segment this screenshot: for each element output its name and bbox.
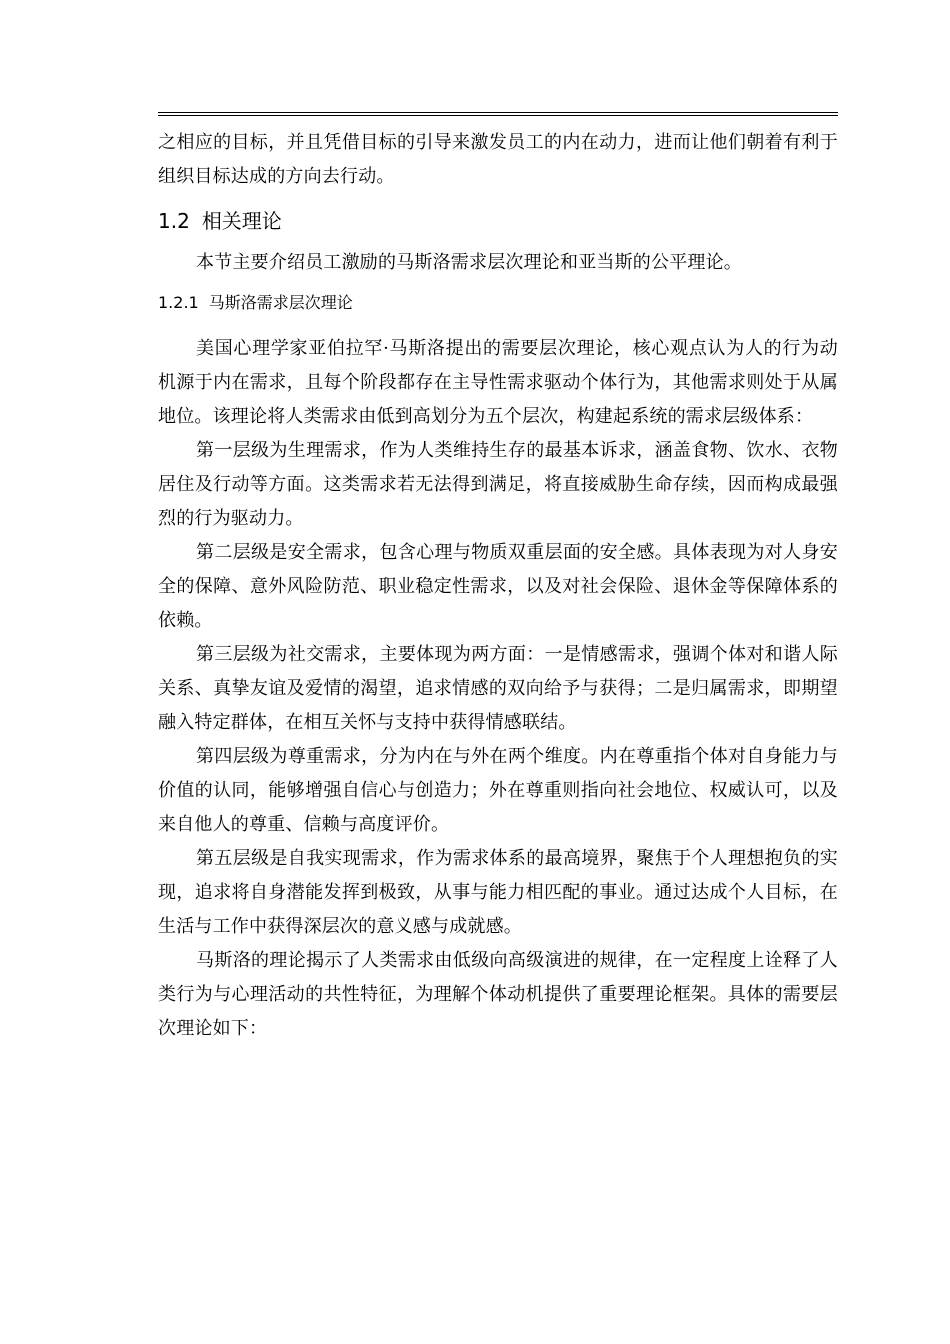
section-intro: 本节主要介绍员工激励的马斯洛需求层次理论和亚当斯的公平理论。 [196,252,742,273]
continuation-paragraph: 之相应的目标，并且凭借目标的引导来激发员工的内在动力，进而让他们朝着有利于组织目标达成的方向去行动。 [158,132,838,187]
subsection-title: 马斯洛需求层次理论 [208,293,353,312]
section-number: 1.2 [158,209,190,233]
header-rule [158,112,838,116]
body-paragraph: 第四层级为尊重需求，分为内在与外在两个维度。内在尊重指个体对自身能力与价值的认同，能够增强自信心与创造力；外在尊重则指向社会地位、权威认可，以及来自他人的尊重、信赖与高度评价。 [158,746,838,835]
body-paragraph: 第五层级是自我实现需求，作为需求体系的最高境界，聚焦于个人理想抱负的实现，追求将自身潜能发挥到极致，从事与能力相匹配的事业。通过达成个人目标，在生活与工作中获得深层次的意义感与成就感。 [158,848,838,937]
subsection-number: 1.2.1 [158,293,199,312]
body-paragraph: 马斯洛的理论揭示了人类需求由低级向高级演进的规律，在一定程度上诠释了人类行为与心理活动的共性特征，为理解个体动机提供了重要理论框架。具体的需要层次理论如下： [158,950,838,1039]
section-title: 相关理论 [201,209,282,233]
subsection-heading [158,286,838,320]
page-content [158,126,838,1046]
body-paragraph: 第二层级是安全需求，包含心理与物质双重层面的安全感。具体表现为对人身安全的保障、意外风险防范、职业稳定性需求，以及对社会保险、退休金等保障体系的依赖。 [158,542,838,631]
body-paragraph: 美国心理学家亚伯拉罕·马斯洛提出的需要层次理论，核心观点认为人的行为动机源于内在需求，且每个阶段都存在主导性需求驱动个体行为，其他需求则处于从属地位。该理论将人类需求由低到高划分为五个层次，构建起系统的需求层级体系： [158,338,838,427]
body-paragraph: 第一层级为生理需求，作为人类维持生存的最基本诉求，涵盖食物、饮水、衣物居住及行动等方面。这类需求若无法得到满足，将直接威胁生命存续，因而构成最强烈的行为驱动力。 [158,440,838,529]
body-paragraph: 第三层级为社交需求，主要体现为两方面：一是情感需求，强调个体对和谐人际关系、真挚友谊及爱情的渴望，追求情感的双向给予与获得；二是归属需求，即期望融入特定群体，在相互关怀与支持中获得情感联结。 [158,644,838,733]
section-heading [158,204,838,238]
